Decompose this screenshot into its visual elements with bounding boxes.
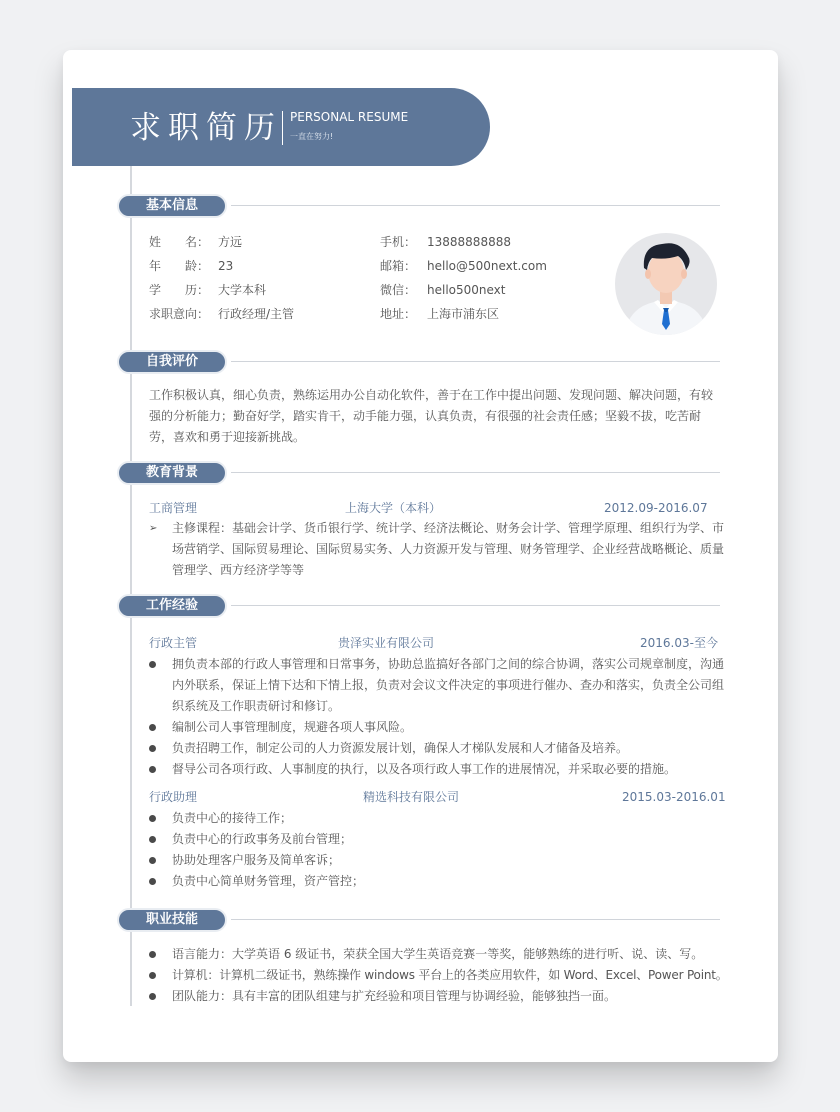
skill-item: 计算机：计算机二级证书，熟练操作 windows 平台上的各类应用软件，如 Word、Excel、Power Point。 bbox=[172, 968, 728, 982]
bullet-icon bbox=[149, 766, 156, 773]
bullet-icon bbox=[149, 878, 156, 885]
edu-period: 2012.09-2016.07 bbox=[604, 501, 708, 515]
edu-school: 上海大学（本科） bbox=[345, 501, 442, 515]
section-rule bbox=[231, 472, 720, 473]
section-rule bbox=[231, 605, 720, 606]
intent-value: 行政经理/主管 bbox=[218, 307, 295, 321]
email-label: 邮箱： bbox=[380, 259, 417, 273]
work-company-2: 精选科技有限公司 bbox=[363, 790, 460, 804]
self-evaluation-text: 工作积极认真，细心负责，熟练运用办公自动化软件，善于在工作中提出问题、发现问题、解决问题，有较强的分析能力；勤奋好学，踏实肯干，动手能力强，认真负责，有很强的社会责任感；坚毅不拔，吃苦耐劳，喜欢和勇于迎接新挑战。 bbox=[149, 388, 714, 444]
intent-label: 求职意向： bbox=[149, 307, 210, 321]
edu-major: 工商管理 bbox=[149, 501, 198, 515]
name-label: 姓 名： bbox=[149, 235, 210, 249]
bullet-icon bbox=[149, 951, 156, 958]
work-company-1: 贵泽实业有限公司 bbox=[338, 636, 435, 650]
section-rule bbox=[231, 919, 720, 920]
bullet-icon bbox=[149, 993, 156, 1000]
header-motto: 一直在努力! bbox=[290, 132, 334, 141]
arrow-bullet-icon: ➢ bbox=[149, 523, 158, 534]
timeline-line bbox=[130, 166, 132, 1006]
age-label: 年 龄： bbox=[149, 259, 210, 273]
edu-label: 学 历： bbox=[149, 283, 210, 297]
email-value: hello@500next.com bbox=[427, 259, 547, 273]
section-rule bbox=[231, 205, 720, 206]
phone-value: 13888888888 bbox=[427, 235, 511, 249]
page-title-en: PERSONAL RESUME bbox=[290, 110, 409, 124]
section-title-work: 工作经验 bbox=[117, 594, 227, 618]
section-title-self: 自我评价 bbox=[117, 350, 227, 374]
address-value: 上海市浦东区 bbox=[427, 307, 500, 321]
work-position-2: 行政助理 bbox=[149, 790, 198, 804]
name-value: 方远 bbox=[218, 235, 243, 249]
skill-item: 语言能力：大学英语 6 级证书，荣获全国大学生英语竞赛一等奖，能够熟练的进行听、说、读、写。 bbox=[172, 947, 704, 961]
header-divider bbox=[282, 111, 283, 145]
bullet-icon bbox=[149, 745, 156, 752]
section-rule bbox=[231, 361, 720, 362]
bullet-icon bbox=[149, 857, 156, 864]
age-value: 23 bbox=[218, 259, 234, 273]
work-duty: 负责中心简单财务管理，资产管控； bbox=[172, 874, 365, 888]
bullet-icon bbox=[149, 972, 156, 979]
phone-label: 手机： bbox=[380, 235, 417, 249]
work-period-1: 2016.03-至今 bbox=[640, 636, 718, 650]
section-title-basic: 基本信息 bbox=[117, 194, 227, 218]
bullet-icon bbox=[149, 724, 156, 731]
avatar-icon bbox=[614, 232, 718, 336]
skill-item: 团队能力：具有丰富的团队组建与扩充经验和项目管理与协调经验，能够独挡一面。 bbox=[172, 989, 617, 1003]
work-period-2: 2015.03-2016.01 bbox=[622, 790, 726, 804]
bullet-icon bbox=[149, 836, 156, 843]
work-duty: 协助处理客户服务及简单客诉； bbox=[172, 853, 341, 867]
page-title: 求职简历 bbox=[130, 110, 282, 146]
address-label: 地址： bbox=[380, 307, 417, 321]
work-duty: 负责中心的接待工作； bbox=[172, 811, 293, 825]
edu-courses: 主修课程：基础会计学、货币银行学、统计学、经济法概论、财务会计学、管理学原理、组织行为学、市场营销学、国际贸易理论、国际贸易实务、人力资源开发与管理、财务管理学、企业经营战略概论、质量管理学、西方经济学等等 bbox=[172, 521, 725, 577]
section-title-education: 教育背景 bbox=[117, 461, 227, 485]
edu-value: 大学本科 bbox=[218, 283, 267, 297]
wechat-label: 微信： bbox=[380, 283, 417, 297]
work-duty: 编制公司人事管理制度，规避各项人事风险。 bbox=[172, 720, 413, 734]
work-duty: 负责中心的行政事务及前台管理； bbox=[172, 832, 353, 846]
bullet-icon bbox=[149, 815, 156, 822]
bullet-icon bbox=[149, 661, 156, 668]
wechat-value: hello500next bbox=[427, 283, 506, 297]
work-duty: 拥负责本部的行政人事管理和日常事务，协助总监搞好各部门之间的综合协调，落实公司规章制度，沟通内外联系，保证上情下达和下情上报，负责对会议文件决定的事项进行催办、查办和落实，负责全公司组织系统及工作职责研讨和修订。 bbox=[172, 657, 725, 713]
work-duty: 负责招聘工作，制定公司的人力资源发展计划，确保人才梯队发展和人才储备及培养。 bbox=[172, 741, 629, 755]
section-title-skills: 职业技能 bbox=[117, 908, 227, 932]
work-position-1: 行政主管 bbox=[149, 636, 198, 650]
work-duty: 督导公司各项行政、人事制度的执行，以及各项行政人事工作的进展情况，并采取必要的措施。 bbox=[172, 762, 677, 776]
